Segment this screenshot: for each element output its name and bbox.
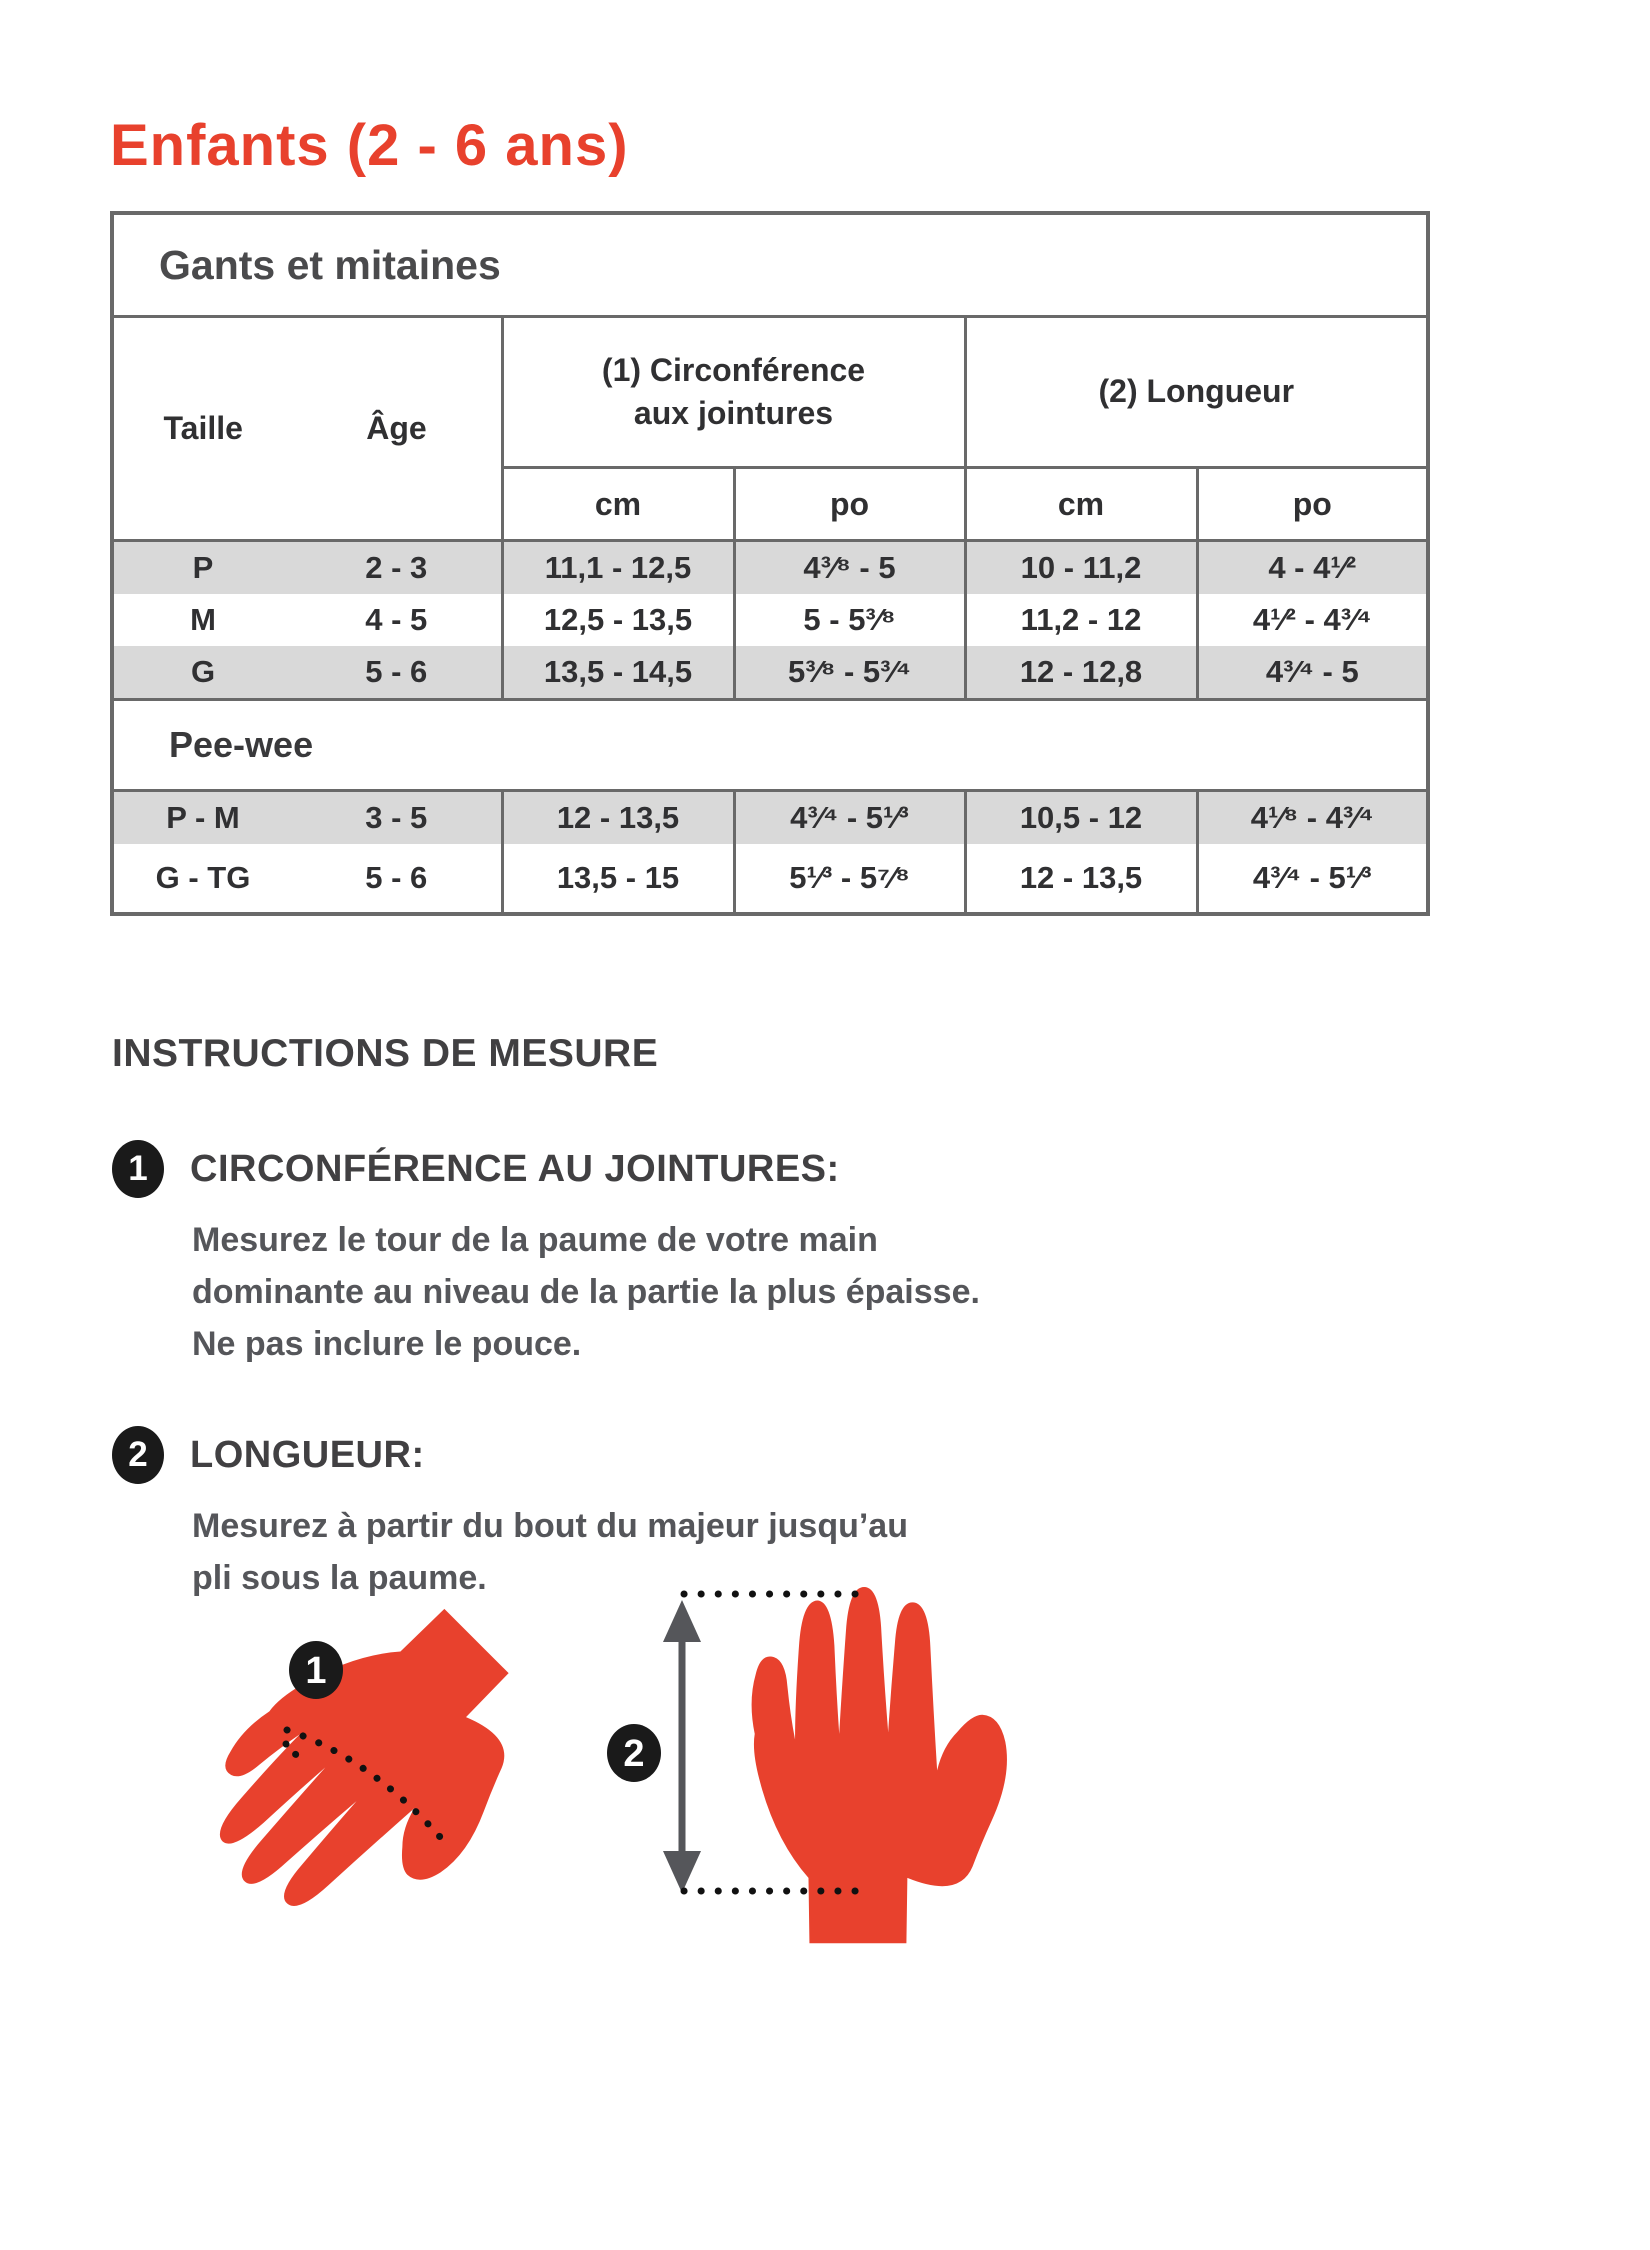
cell-age: 5 - 6 [365,860,428,895]
step-2-badge: 2 [112,1426,164,1484]
length-arrow-icon [663,1600,701,1893]
cell-long-cm: 12 - 13,5 [965,844,1197,914]
instruction-text [192,1214,980,1370]
cell-size: P [112,541,292,595]
header-circonference: (1) Circonférence aux jointures [502,317,965,468]
cell-circ-po: 4³⁄⁴ - 5¹⁄³ [734,791,965,845]
unit-circ-cm: cm [502,468,734,541]
cell-age: 4 - 5 [365,602,428,637]
cell-size: G - TG [155,860,251,895]
header-taille-age [112,317,502,541]
cell-circ-cm: 12,5 - 13,5 [502,594,734,646]
instruction-line: dominante au niveau de la partie la plus épaisse. [192,1273,980,1311]
instruction-line: Mesurez le tour de la paume de votre main [192,1221,878,1259]
cell-circ-cm: 13,5 - 15 [502,844,734,914]
cell-long-po: 4³⁄⁴ - 5¹⁄³ [1197,844,1428,914]
instructions-title: INSTRUCTIONS DE MESURE [112,1032,659,1075]
cell-long-cm: 10,5 - 12 [965,791,1197,845]
cell-circ-po: 5 - 5³⁄⁸ [734,594,965,646]
cell-long-po: 4 - 4¹⁄² [1197,541,1428,595]
hand-silhouette [170,1580,575,1976]
instruction-line: Ne pas inclure le pouce. [192,1325,582,1363]
instruction-item-circonference [112,1140,980,1370]
subsection-label: Pee-wee [112,700,1428,791]
table-row [112,844,1428,914]
cell-long-cm: 11,2 - 12 [965,594,1197,646]
table-header-row [112,317,1428,468]
instruction-heading: CIRCONFÉRENCE AU JOINTURES: [190,1147,840,1190]
cell-circ-cm: 13,5 - 14,5 [502,646,734,700]
unit-circ-po: po [734,468,965,541]
cell-long-po: 4¹⁄² - 4³⁄⁴ [1197,594,1428,646]
cell-age: 2 - 3 [292,541,502,595]
table-row [112,541,1428,595]
step-1-badge: 1 [112,1140,164,1198]
cell-circ-cm: 12 - 13,5 [502,791,734,845]
cell-circ-po: 5¹⁄³ - 5⁷⁄⁸ [734,844,965,914]
unit-long-cm: cm [965,468,1197,541]
cell-long-cm: 10 - 11,2 [965,541,1197,595]
table-title: Gants et mitaines [112,213,1428,317]
figure-badge-2-number: 2 [623,1733,645,1775]
cell-size: P - M [112,791,292,845]
unit-long-po: po [1197,468,1428,541]
cell-long-po: 4¹⁄⁸ - 4³⁄⁴ [1197,791,1428,845]
cell-long-po: 4³⁄⁴ - 5 [1197,646,1428,700]
table-title-row [112,213,1428,317]
hand-illustration-length [607,1587,1007,1943]
page-title: Enfants (2 - 6 ans) [110,113,629,178]
header-taille: Taille [163,410,243,446]
cell-size: M [190,602,216,637]
cell-age: 3 - 5 [292,791,502,845]
measurement-figures [150,1580,1100,2000]
table-row [112,791,1428,845]
cell-circ-po: 5³⁄⁸ - 5³⁄⁴ [734,646,965,700]
header-age: Âge [366,410,427,446]
hand-illustration-circumference [170,1580,575,1976]
table-row [112,646,1428,700]
instruction-line: pli sous la paume. [192,1559,487,1597]
cell-circ-cm: 11,1 - 12,5 [502,541,734,595]
instruction-line: Mesurez à partir du bout du majeur jusqu’au [192,1507,908,1545]
figure-badge-1-number: 1 [305,1650,327,1692]
cell-long-cm: 12 - 12,8 [965,646,1197,700]
instruction-heading: LONGUEUR: [190,1433,425,1476]
cell-circ-po: 4³⁄⁸ - 5 [734,541,965,595]
cell-size: G [112,646,292,700]
cell-age: 5 - 6 [292,646,502,700]
instruction-item-longueur [112,1426,908,1604]
subsection-row [112,700,1428,791]
glove-size-table [110,211,1430,916]
header-longueur: (2) Longueur [1098,373,1295,410]
table-row [112,594,1428,646]
